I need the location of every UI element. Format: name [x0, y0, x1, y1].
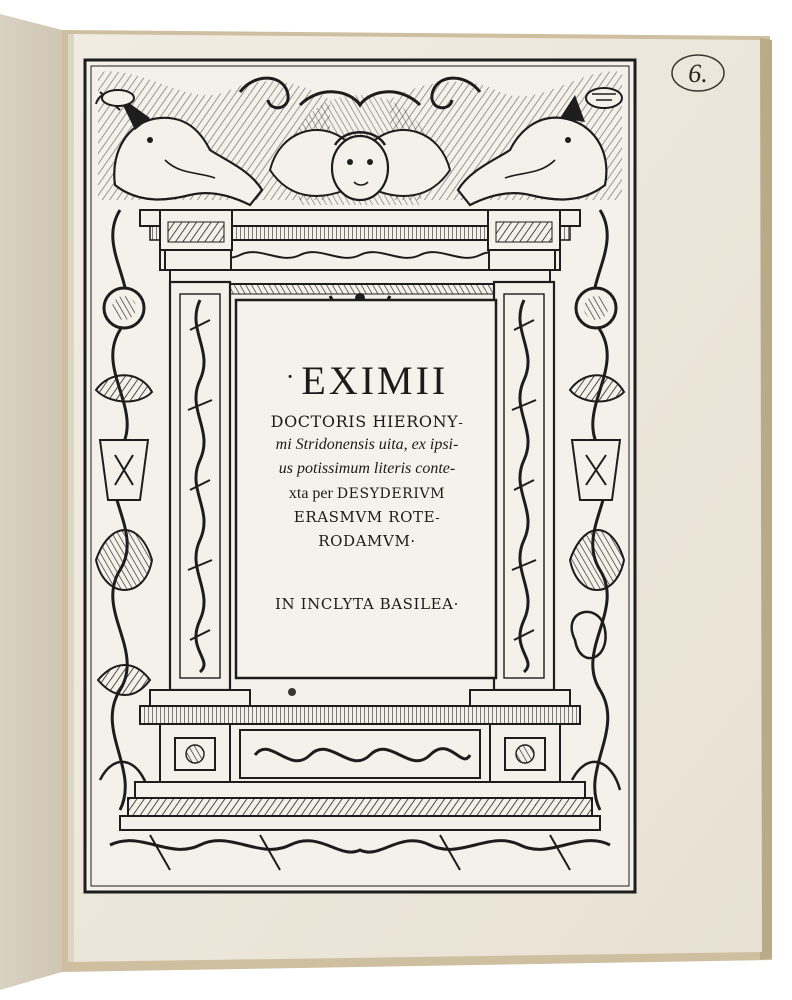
imprint-line: IN INCLYTA BASILEA·	[274, 595, 459, 613]
title-line-1: DOCTORIS HIERONY-	[270, 412, 464, 431]
left-pilaster	[160, 210, 232, 690]
shelfmark-annotation: 6.	[688, 59, 708, 88]
right-pilaster	[488, 210, 560, 690]
main-title: EXIMII	[301, 358, 449, 403]
wormhole	[288, 688, 296, 696]
title-line-5: ERASMVM ROTE-	[293, 508, 441, 526]
title-line	[238, 357, 496, 404]
title-line-3: us potissimum literis conte-	[278, 460, 456, 477]
title-line-4: xta per DESYDERIVM	[288, 485, 446, 502]
title-line-2: mi Stridonensis uita, ex ipsi-	[275, 436, 459, 453]
title-line-6: RODAMVM·	[318, 532, 416, 550]
title-text-block	[238, 305, 496, 675]
title-mark: ·	[285, 362, 298, 391]
